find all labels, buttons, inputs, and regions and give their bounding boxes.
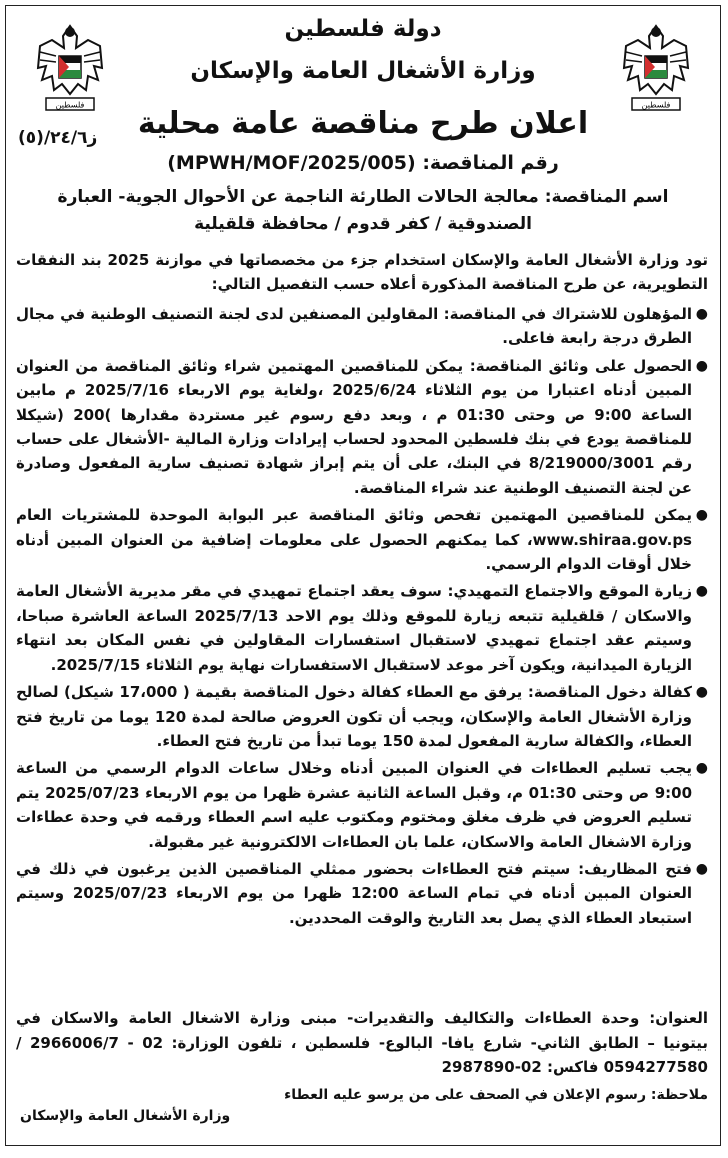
item-text: المؤهلون للاشتراك في المناقصة: المقاولين المصنفين لدى لجنة التصنيف الوطنية في مجال الطرق درجة رابعة فاعلى. — [16, 305, 692, 348]
tender-number: رقم المناقصة: (MPWH/MOF/2025/005) — [167, 152, 559, 174]
emblem-caption: فلسطين — [641, 100, 671, 110]
item-text: زيارة الموقع والاجتماع التمهيدي: سوف يعقد اجتماع تمهيدي في مقر مديرية الأشغال العامة والاسكان / قلقيلية تتبعه زيارة للموقع وذلك يوم الاحد 2025/7/13 الساعة العاشرة صباحا، وسيتم عقد اجتماع تمهيدي لاستقبال استفسارات المقاولين في نفس المكان بعد انتهاء الزيارة الميدانية، ويكون آخر موعد لاستقبال الاستفسارات نهاية يوم الثلاثاء 2025/7/15. — [16, 582, 692, 674]
item-text: يمكن للمناقصين المهتمين تفحص وثائق المناقصة عبر البوابة الموحدة للمشتريات العام www.shiraa.gov.ps، كما يمكنهم الحصول على معلومات إضافية من العنوان المبين أدناه خلال أوقات الدوام الرسمي. — [16, 506, 692, 574]
bullet-icon: ● — [695, 507, 708, 524]
bullet-icon: ● — [695, 583, 708, 600]
list-item — [16, 503, 710, 576]
tender-announcement — [5, 5, 721, 1146]
bullet-icon: ● — [695, 684, 708, 701]
bullet-icon: ● — [695, 357, 708, 374]
state-name: دولة فلسطين — [284, 16, 442, 42]
bullet-icon: ● — [695, 306, 708, 322]
bullet-icon: ● — [695, 760, 708, 777]
announcement-title: اعلان طرح مناقصة عامة محلية — [137, 106, 589, 141]
item-text: الحصول على وثائق المناقصة: يمكن للمناقصين المهتمين شراء وثائق المناقصة من العنوان المبين أدناه اعتبارا من يوم الثلاثاء 2025/6/24 ،ولغاية يوم الاربعاء 2025/7/16 م مابين الساعة 9:00 ص وحتى 01:30 م ، وبعد دفع رسوم غير مستردة مقدارها )200 (شيكلا للمناقصة يودع في بنك فلسطين المحدود لحساب إيرادات وزارة المالية -الأشغال على حساب رقم 8/219000/3001 في البنك، على أن يتم إبراز شهادة تصنيف سارية المفعول وصادرة عن لجنة التصنيف الوطنية عند شراء المناقصة. — [16, 356, 692, 497]
address-block: العنوان: وحدة العطاءات والتكاليف والتقديرات- مبنى وزارة الاشغال العامة والاسكان في بيتونيا – الطابق الثاني- شارع يافا- البالوع- فلسطين ، تلفون الوزارة: 02 - 2966006/7 / 0594277580 فاكس: 02-2987890 — [16, 1009, 708, 1076]
note: ملاحظة: رسوم الإعلان في الصحف على من يرسو عليه العطاء — [284, 1087, 708, 1103]
signature: وزارة الأشغال العامة والإسكان — [20, 1108, 231, 1124]
intro-paragraph: تود وزارة الأشغال العامة والإسكان استخدام جزء من مخصصاتها في موازنة 2025 بند النفقات التطويرية، عن طرح المناقصة المذكورة أعلاه حسب التفصيل التالي: — [16, 251, 708, 293]
list-item — [16, 680, 710, 753]
item-text: فتح المظاريف: سيتم فتح العطاءات بحضور ممثلي المناقصين الذين يرغبون في ذلك في العنوان المبين أدناه في تمام الساعة 12:00 ظهرا من يوم الاربعاء 2025/07/23 وسيتم استبعاد العطاء الذي يصل بعد التاريخ والوقت المحددين. — [16, 859, 692, 927]
list-item — [16, 302, 710, 351]
list-item — [16, 354, 710, 500]
list-item — [16, 756, 710, 854]
reference-number: ز٢٤/٦/(٥) — [18, 128, 98, 148]
list-item — [16, 857, 710, 930]
list-item — [16, 579, 710, 677]
tender-name: اسم المناقصة: معالجة الحالات الطارئة الناجمة عن الأحوال الجوية- العبارة الصندوقية / كفر قدوم / محافظة قلقيلية — [57, 187, 669, 234]
ministry-name: وزارة الأشغال العامة والإسكان — [190, 58, 536, 84]
emblem-caption: فلسطين — [55, 100, 85, 110]
item-text: يجب تسليم العطاءات في العنوان المبين أدناه وخلال ساعات الدوام الرسمي من الساعة 9:00 ص وحتى 01:30 م، وقبل الساعة الثانية عشرة ظهرا من يوم الاربعاء 2025/07/23 يتم تسليم العروض في ظرف مغلق ومختوم ومكتوب عليه اسم العطاء ورقمه في وحدة عطاءات وزارة الاشغال العامة والاسكان، علما بان العطاءات الالكترونية غير مقبولة. — [16, 759, 693, 851]
conditions-list — [16, 302, 710, 933]
bullet-icon: ● — [695, 860, 708, 877]
item-text: كفالة دخول المناقصة: يرفق مع العطاء كفالة دخول المناقصة بقيمة ( 17،000 شيكل) لصالح وزارة الأشغال العامة والإسكان، ويجب أن تكون العروض صالحة لمدة 120 يوما من تاريخ فتح العطاء، والكفالة سارية المفعول لمدة 150 يوما تبدأ من تاريخ فتح العطاء. — [16, 683, 693, 750]
